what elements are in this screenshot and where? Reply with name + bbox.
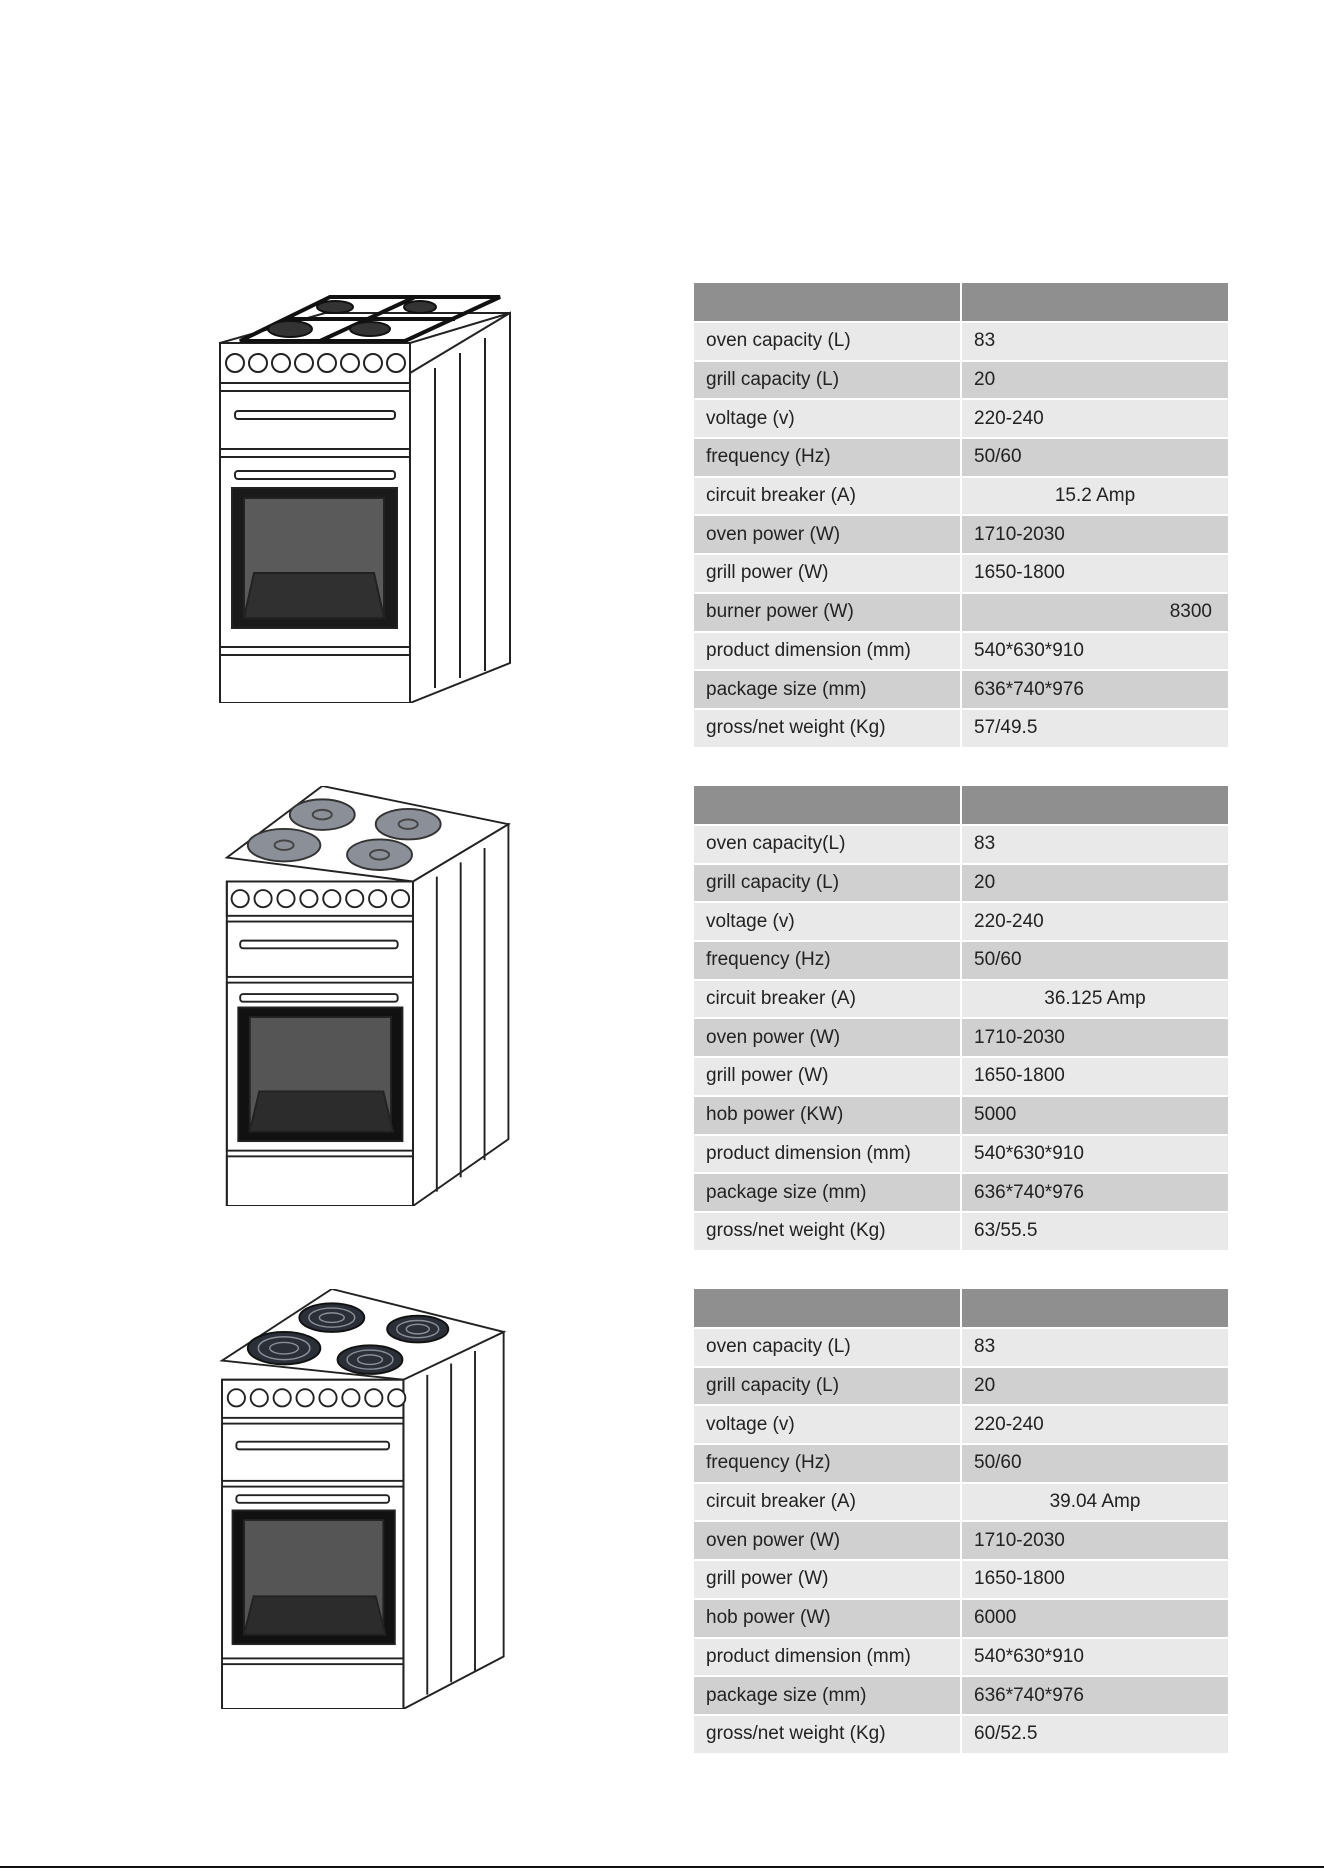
table-header-cell [961, 1289, 1228, 1328]
spec-label: package size (mm) [694, 1173, 961, 1212]
spec-row [694, 515, 1228, 554]
spec-value: 36.125 Amp [961, 980, 1228, 1019]
spec-label: product dimension (mm) [694, 632, 961, 671]
spec-value: 50/60 [961, 941, 1228, 980]
spec-value: 20 [961, 864, 1228, 903]
spec-label: grill capacity (L) [694, 864, 961, 903]
spec-row [694, 1018, 1228, 1057]
spec-label: gross/net weight (Kg) [694, 1212, 961, 1250]
spec-row [694, 438, 1228, 477]
spec-label: product dimension (mm) [694, 1638, 961, 1677]
spec-value: 1710-2030 [961, 1521, 1228, 1560]
spec-label: hob power (KW) [694, 1096, 961, 1135]
spec-label: package size (mm) [694, 1676, 961, 1715]
gas-cooker-illustration [210, 283, 530, 703]
spec-row [694, 941, 1228, 980]
spec-label: oven power (W) [694, 1521, 961, 1560]
footer-divider [0, 1866, 1324, 1868]
table-header-cell [961, 283, 1228, 322]
spec-row [694, 1367, 1228, 1406]
spec-label: grill power (W) [694, 1057, 961, 1096]
spec-row [694, 1405, 1228, 1444]
spec-value: 540*630*910 [961, 1638, 1228, 1677]
spec-row [694, 980, 1228, 1019]
spec-row [694, 1638, 1228, 1677]
spec-value: 540*630*910 [961, 632, 1228, 671]
spec-value: 636*740*976 [961, 1173, 1228, 1212]
spec-value: 20 [961, 1367, 1228, 1406]
spec-row [694, 1521, 1228, 1560]
spec-table-solid-plate [694, 786, 1228, 1250]
spec-label: voltage (v) [694, 1405, 961, 1444]
spec-value: 57/49.5 [961, 709, 1228, 747]
spec-value: 20 [961, 361, 1228, 400]
spec-label: oven capacity (L) [694, 1328, 961, 1367]
table-header-row [694, 1289, 1228, 1328]
spec-value: 8300 [961, 593, 1228, 632]
spec-label: voltage (v) [694, 399, 961, 438]
spec-value: 50/60 [961, 1444, 1228, 1483]
spec-value: 83 [961, 825, 1228, 864]
spec-value: 60/52.5 [961, 1715, 1228, 1753]
spec-label: circuit breaker (A) [694, 477, 961, 516]
spec-rows [694, 1328, 1228, 1753]
spec-table-coil [694, 1289, 1228, 1753]
spec-row [694, 477, 1228, 516]
spec-value: 5000 [961, 1096, 1228, 1135]
spec-value: 540*630*910 [961, 1135, 1228, 1174]
spec-label: grill capacity (L) [694, 361, 961, 400]
spec-row [694, 1560, 1228, 1599]
spec-row [694, 322, 1228, 361]
spec-value: 220-240 [961, 902, 1228, 941]
table-header-cell [694, 786, 961, 825]
spec-label: frequency (Hz) [694, 1444, 961, 1483]
spec-row [694, 1676, 1228, 1715]
spec-value: 1710-2030 [961, 515, 1228, 554]
table-header-cell [694, 1289, 961, 1328]
spec-row [694, 709, 1228, 747]
table-header-cell [961, 786, 1228, 825]
spec-row [694, 361, 1228, 400]
table-header-cell [694, 283, 961, 322]
spec-row [694, 902, 1228, 941]
spec-value: 636*740*976 [961, 1676, 1228, 1715]
spec-label: grill power (W) [694, 1560, 961, 1599]
spec-label: oven power (W) [694, 1018, 961, 1057]
spec-row [694, 554, 1228, 593]
coil-cooker-illustration [210, 1289, 530, 1709]
solid-plate-cooker-drawing [210, 786, 530, 1206]
spec-value: 1650-1800 [961, 554, 1228, 593]
spec-label: oven power (W) [694, 515, 961, 554]
spec-row [694, 1096, 1228, 1135]
spec-label: oven capacity (L) [694, 322, 961, 361]
spec-label: circuit breaker (A) [694, 1483, 961, 1522]
spec-row [694, 632, 1228, 671]
spec-row [694, 1135, 1228, 1174]
spec-rows [694, 825, 1228, 1250]
spec-row [694, 593, 1228, 632]
spec-row [694, 1173, 1228, 1212]
spec-value: 6000 [961, 1599, 1228, 1638]
spec-label: grill capacity (L) [694, 1367, 961, 1406]
spec-value: 1650-1800 [961, 1560, 1228, 1599]
spec-label: grill power (W) [694, 554, 961, 593]
spec-row [694, 1057, 1228, 1096]
spec-value: 220-240 [961, 1405, 1228, 1444]
spec-label: hob power (W) [694, 1599, 961, 1638]
spec-value: 50/60 [961, 438, 1228, 477]
spec-value: 63/55.5 [961, 1212, 1228, 1250]
spec-row [694, 399, 1228, 438]
spec-row [694, 1483, 1228, 1522]
gas-cooker-drawing [210, 283, 530, 703]
spec-label: oven capacity(L) [694, 825, 961, 864]
spec-row [694, 1599, 1228, 1638]
spec-label: frequency (Hz) [694, 438, 961, 477]
solid-plate-cooker-illustration [210, 786, 530, 1206]
spec-row [694, 1715, 1228, 1753]
spec-value: 1650-1800 [961, 1057, 1228, 1096]
spec-label: product dimension (mm) [694, 1135, 961, 1174]
spec-row [694, 670, 1228, 709]
spec-rows [694, 322, 1228, 747]
coil-cooker-drawing [210, 1289, 530, 1709]
spec-value: 15.2 Amp [961, 477, 1228, 516]
spec-row [694, 825, 1228, 864]
spec-table-gas [694, 283, 1228, 747]
table-header-row [694, 283, 1228, 322]
spec-label: circuit breaker (A) [694, 980, 961, 1019]
spec-value: 83 [961, 322, 1228, 361]
spec-value: 220-240 [961, 399, 1228, 438]
spec-value: 39.04 Amp [961, 1483, 1228, 1522]
spec-label: package size (mm) [694, 670, 961, 709]
spec-label: burner power (W) [694, 593, 961, 632]
spec-label: voltage (v) [694, 902, 961, 941]
spec-label: frequency (Hz) [694, 941, 961, 980]
spec-row [694, 864, 1228, 903]
table-header-row [694, 786, 1228, 825]
spec-label: gross/net weight (Kg) [694, 709, 961, 747]
spec-row [694, 1212, 1228, 1250]
spec-row [694, 1444, 1228, 1483]
spec-row [694, 1328, 1228, 1367]
spec-value: 83 [961, 1328, 1228, 1367]
spec-label: gross/net weight (Kg) [694, 1715, 961, 1753]
spec-value: 1710-2030 [961, 1018, 1228, 1057]
spec-value: 636*740*976 [961, 670, 1228, 709]
